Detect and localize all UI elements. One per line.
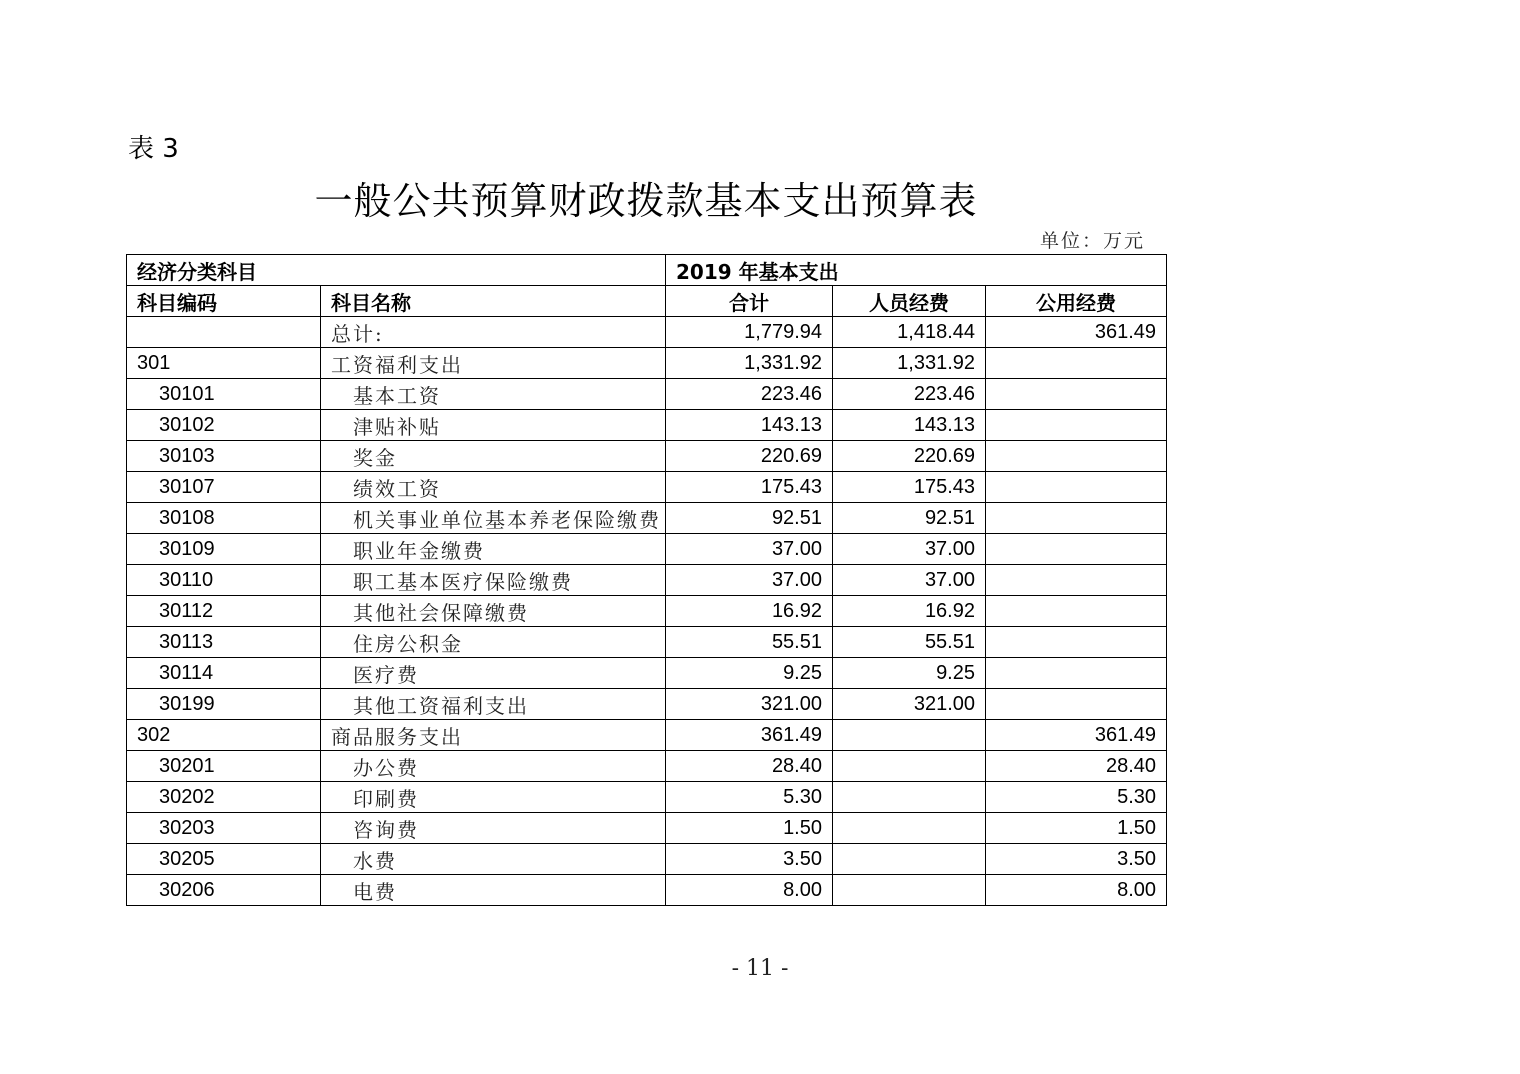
cell-name: 电费 (321, 875, 666, 906)
cell-personnel (833, 813, 986, 844)
cell-personnel (833, 720, 986, 751)
group-header-row (127, 255, 1167, 286)
cell-name: 绩效工资 (321, 472, 666, 503)
cell-public (986, 472, 1167, 503)
cell-name: 住房公积金 (321, 627, 666, 658)
cell-public (986, 658, 1167, 689)
table-row (127, 503, 1167, 534)
cell-total: 1,779.94 (666, 317, 833, 348)
cell-name: 办公费 (321, 751, 666, 782)
cell-code: 30206 (127, 875, 321, 906)
budget-table (126, 254, 1167, 906)
cell-name: 商品服务支出 (321, 720, 666, 751)
column-header-name: 科目名称 (321, 286, 666, 317)
cell-public (986, 503, 1167, 534)
cell-code (127, 317, 321, 348)
cell-public (986, 441, 1167, 472)
cell-total: 175.43 (666, 472, 833, 503)
cell-code: 30107 (127, 472, 321, 503)
cell-public (986, 627, 1167, 658)
table-row (127, 379, 1167, 410)
cell-code: 30101 (127, 379, 321, 410)
cell-personnel (833, 782, 986, 813)
cell-total: 8.00 (666, 875, 833, 906)
group-header-economic: 经济分类科目 (127, 255, 666, 286)
table-row (127, 689, 1167, 720)
cell-total: 9.25 (666, 658, 833, 689)
cell-name: 机关事业单位基本养老保险缴费 (321, 503, 666, 534)
cell-personnel: 143.13 (833, 410, 986, 441)
cell-public (986, 379, 1167, 410)
cell-total: 321.00 (666, 689, 833, 720)
cell-name: 水费 (321, 844, 666, 875)
cell-code: 30203 (127, 813, 321, 844)
column-header-public: 公用经费 (986, 286, 1167, 317)
cell-total: 143.13 (666, 410, 833, 441)
cell-code: 30205 (127, 844, 321, 875)
cell-total: 1.50 (666, 813, 833, 844)
table-row (127, 410, 1167, 441)
table-row (127, 596, 1167, 627)
table-row (127, 441, 1167, 472)
table-row (127, 348, 1167, 379)
cell-personnel: 175.43 (833, 472, 986, 503)
table-row (127, 534, 1167, 565)
cell-total: 223.46 (666, 379, 833, 410)
table-row (127, 317, 1167, 348)
cell-public (986, 565, 1167, 596)
cell-code: 30109 (127, 534, 321, 565)
cell-total: 37.00 (666, 534, 833, 565)
cell-name: 津贴补贴 (321, 410, 666, 441)
cell-public: 361.49 (986, 720, 1167, 751)
column-header-total: 合计 (666, 286, 833, 317)
table-row (127, 720, 1167, 751)
column-header-row (127, 286, 1167, 317)
cell-total: 1,331.92 (666, 348, 833, 379)
cell-personnel: 92.51 (833, 503, 986, 534)
cell-public: 5.30 (986, 782, 1167, 813)
cell-total: 361.49 (666, 720, 833, 751)
cell-name: 医疗费 (321, 658, 666, 689)
cell-personnel: 220.69 (833, 441, 986, 472)
unit-label: 单位：万元 (1040, 230, 1146, 252)
cell-total: 28.40 (666, 751, 833, 782)
cell-code: 30108 (127, 503, 321, 534)
cell-total: 5.30 (666, 782, 833, 813)
cell-name: 总计: (321, 317, 666, 348)
cell-total: 92.51 (666, 503, 833, 534)
table-row (127, 844, 1167, 875)
table-row (127, 658, 1167, 689)
cell-public: 8.00 (986, 875, 1167, 906)
cell-code: 30202 (127, 782, 321, 813)
cell-public (986, 689, 1167, 720)
cell-public (986, 596, 1167, 627)
cell-total: 37.00 (666, 565, 833, 596)
page-number: - 11 - (731, 956, 789, 981)
cell-code: 30201 (127, 751, 321, 782)
cell-name: 其他工资福利支出 (321, 689, 666, 720)
cell-personnel: 9.25 (833, 658, 986, 689)
table-row (127, 875, 1167, 906)
cell-name: 奖金 (321, 441, 666, 472)
cell-total: 220.69 (666, 441, 833, 472)
cell-name: 职业年金缴费 (321, 534, 666, 565)
cell-public: 1.50 (986, 813, 1167, 844)
table-row (127, 565, 1167, 596)
cell-name: 其他社会保障缴费 (321, 596, 666, 627)
table-label: 表 3 (128, 134, 179, 164)
cell-code: 30110 (127, 565, 321, 596)
cell-name: 基本工资 (321, 379, 666, 410)
cell-personnel: 37.00 (833, 565, 986, 596)
column-header-personnel: 人员经费 (833, 286, 986, 317)
cell-code: 30114 (127, 658, 321, 689)
table-row (127, 751, 1167, 782)
cell-code: 30112 (127, 596, 321, 627)
group-header-year: 2019 年基本支出 (666, 255, 1167, 286)
cell-code: 302 (127, 720, 321, 751)
cell-personnel: 16.92 (833, 596, 986, 627)
table-row (127, 813, 1167, 844)
cell-personnel: 37.00 (833, 534, 986, 565)
cell-public: 3.50 (986, 844, 1167, 875)
table-row (127, 472, 1167, 503)
cell-name: 咨询费 (321, 813, 666, 844)
cell-code: 301 (127, 348, 321, 379)
column-header-code: 科目编码 (127, 286, 321, 317)
cell-personnel (833, 844, 986, 875)
cell-public (986, 348, 1167, 379)
cell-personnel (833, 751, 986, 782)
cell-personnel: 321.00 (833, 689, 986, 720)
cell-personnel (833, 875, 986, 906)
cell-public: 361.49 (986, 317, 1167, 348)
cell-total: 3.50 (666, 844, 833, 875)
cell-name: 印刷费 (321, 782, 666, 813)
cell-personnel: 55.51 (833, 627, 986, 658)
cell-total: 55.51 (666, 627, 833, 658)
cell-name: 工资福利支出 (321, 348, 666, 379)
cell-personnel: 1,331.92 (833, 348, 986, 379)
cell-code: 30102 (127, 410, 321, 441)
cell-public (986, 410, 1167, 441)
cell-name: 职工基本医疗保险缴费 (321, 565, 666, 596)
cell-total: 16.92 (666, 596, 833, 627)
cell-personnel: 223.46 (833, 379, 986, 410)
table-row (127, 627, 1167, 658)
cell-personnel: 1,418.44 (833, 317, 986, 348)
table-row (127, 782, 1167, 813)
cell-public (986, 534, 1167, 565)
page-title: 一般公共预算财政拨款基本支出预算表 (314, 179, 978, 223)
cell-code: 30103 (127, 441, 321, 472)
cell-code: 30113 (127, 627, 321, 658)
cell-public: 28.40 (986, 751, 1167, 782)
cell-code: 30199 (127, 689, 321, 720)
